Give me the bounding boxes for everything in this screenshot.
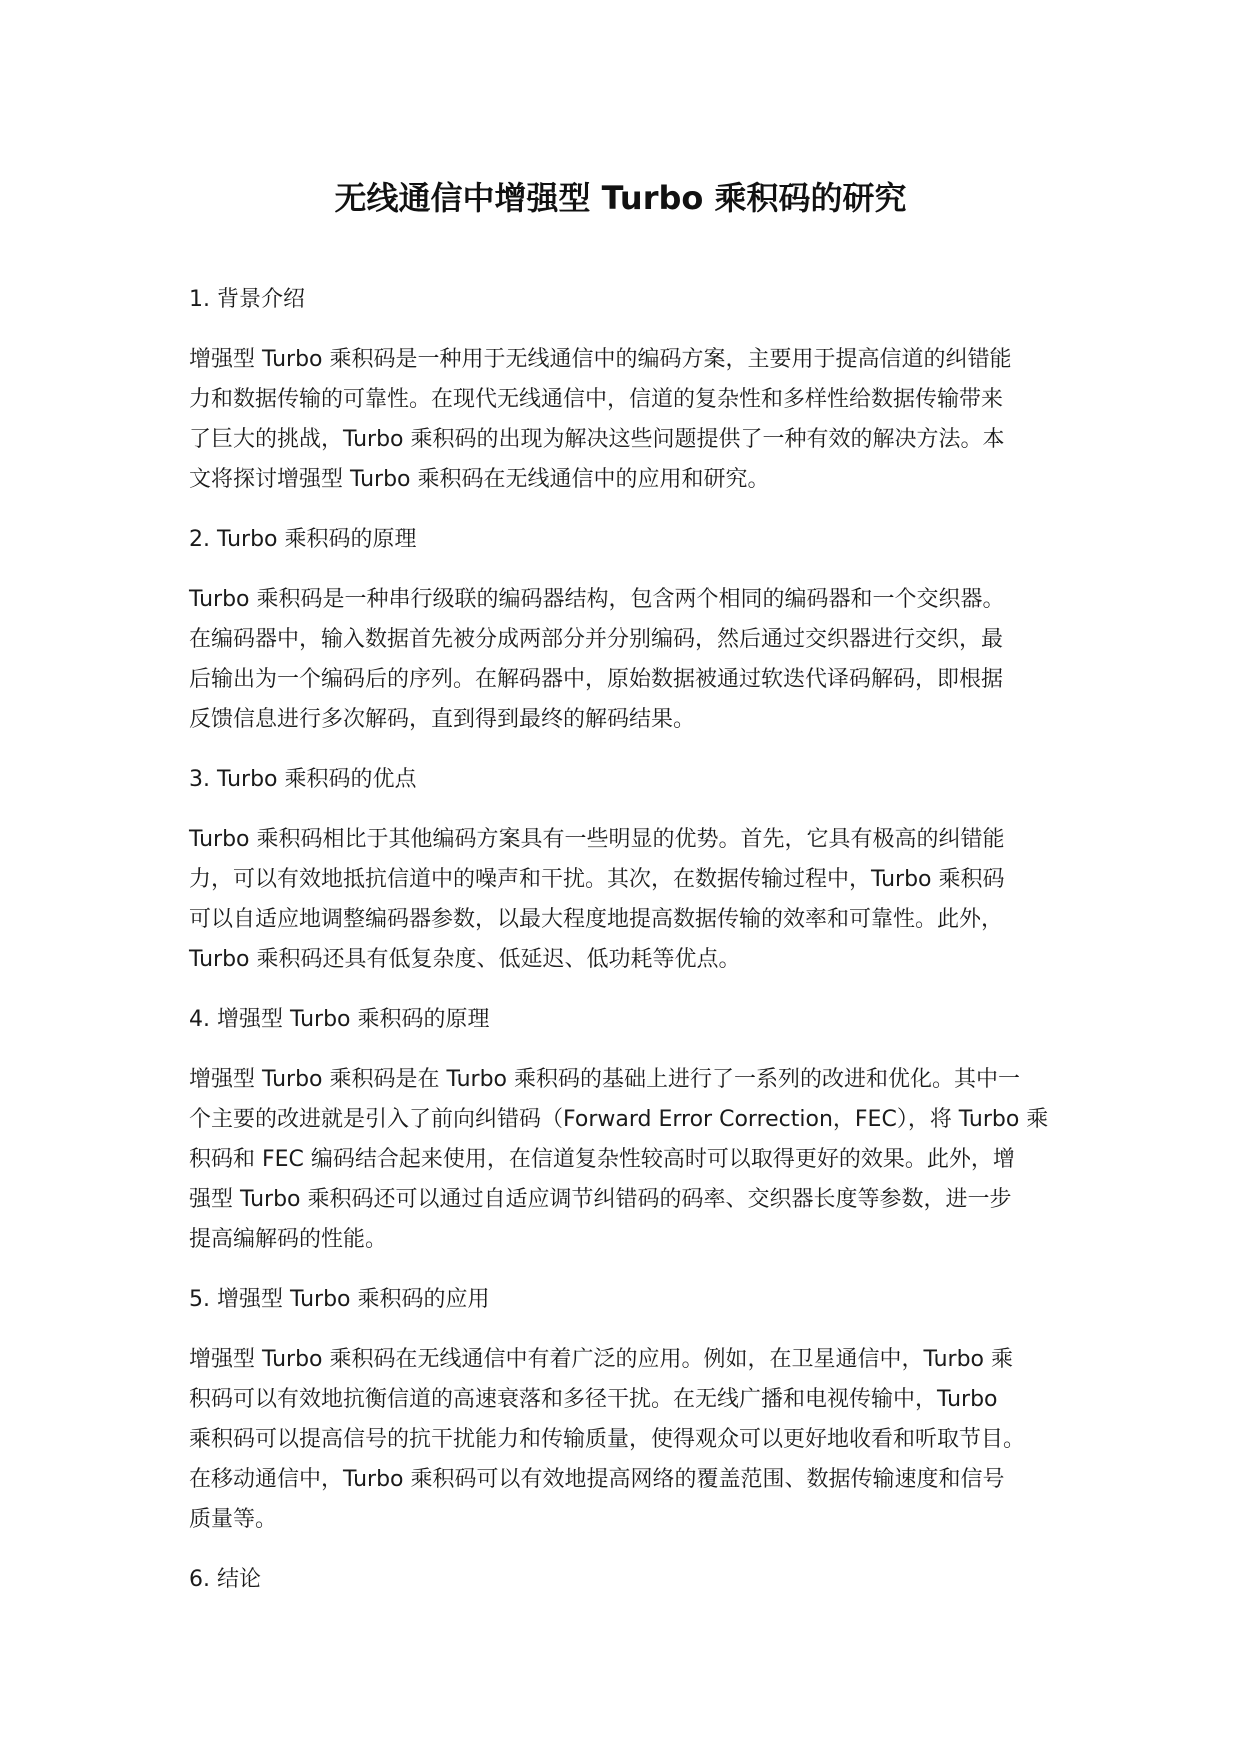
section-paragraph [189, 340, 1069, 500]
section-applications [189, 1280, 1069, 1540]
section-heading: 1. 背景介绍 [189, 287, 305, 312]
paragraph-line: 乘积码可以提高信号的抗干扰能力和传输质量，使得观众可以更好地收看和听取节目。 [189, 1427, 1026, 1452]
section-heading: 5. 增强型 Turbo 乘积码的应用 [189, 1287, 490, 1312]
paragraph-line: 增强型 Turbo 乘积码是在 Turbo 乘积码的基础上进行了一系列的改进和优化。其中一 [189, 1067, 1020, 1092]
paragraph-line: Turbo 乘积码是一种串行级联的编码器结构，包含两个相同的编码器和一个交织器。 [189, 587, 1005, 612]
section-heading: 3. Turbo 乘积码的优点 [189, 767, 417, 792]
paragraph-line: 可以自适应地调整编码器参数，以最大程度地提高数据传输的效率和可靠性。此外， [189, 907, 1004, 932]
paragraph-line: 增强型 Turbo 乘积码是一种用于无线通信中的编码方案，主要用于提高信道的纠错能 [189, 347, 1012, 372]
section-conclusion [189, 1560, 1069, 1600]
section-paragraph [189, 1060, 1069, 1260]
paragraph-line: 反馈信息进行多次解码，直到得到最终的解码结果。 [189, 707, 696, 732]
paragraph-line: 文将探讨增强型 Turbo 乘积码在无线通信中的应用和研究。 [189, 467, 770, 492]
paragraph-line: 积码和 FEC 编码结合起来使用，在信道复杂性较高时可以取得更好的效果。此外，增 [189, 1147, 1015, 1172]
paragraph-line: 提高编解码的性能。 [189, 1227, 388, 1252]
section-heading: 6. 结论 [189, 1567, 261, 1592]
paragraph-line: Turbo 乘积码相比于其他编码方案具有一些明显的优势。首先，它具有极高的纠错能 [189, 827, 1005, 852]
paragraph-line: 质量等。 [189, 1507, 278, 1532]
section-advantages [189, 760, 1069, 980]
section-background [189, 280, 1069, 500]
paragraph-line: 强型 Turbo 乘积码还可以通过自适应调节纠错码的码率、交织器长度等参数，进一步 [189, 1187, 1012, 1212]
document-body [189, 280, 1069, 1620]
paragraph-line: 了巨大的挑战，Turbo 乘积码的出现为解决这些问题提供了一种有效的解决方法。本 [189, 427, 1005, 452]
paragraph-line: 在移动通信中，Turbo 乘积码可以有效地提高网络的覆盖范围、数据传输速度和信号 [189, 1467, 1005, 1492]
section-principle [189, 520, 1069, 740]
paragraph-line: 力，可以有效地抵抗信道中的噪声和干扰。其次，在数据传输过程中，Turbo 乘积码 [189, 867, 1005, 892]
paragraph-line: 在编码器中，输入数据首先被分成两部分并分别编码，然后通过交织器进行交织，最 [189, 627, 1004, 652]
section-heading: 4. 增强型 Turbo 乘积码的原理 [189, 1007, 490, 1032]
section-enhanced-principle [189, 1000, 1069, 1260]
section-paragraph [189, 580, 1069, 740]
paragraph-line: 力和数据传输的可靠性。在现代无线通信中，信道的复杂性和多样性给数据传输带来 [189, 387, 1004, 412]
paragraph-line: 后输出为一个编码后的序列。在解码器中，原始数据被通过软迭代译码解码，即根据 [189, 667, 1004, 692]
paragraph-line: Turbo 乘积码还具有低复杂度、低延迟、低功耗等优点。 [189, 947, 741, 972]
section-heading: 2. Turbo 乘积码的原理 [189, 527, 417, 552]
section-paragraph [189, 820, 1069, 980]
paragraph-line: 增强型 Turbo 乘积码在无线通信中有着广泛的应用。例如，在卫星通信中，Turbo 乘 [189, 1347, 1014, 1372]
paragraph-line: 个主要的改进就是引入了前向纠错码（Forward Error Correction，FEC），将 Turbo 乘 [189, 1107, 1049, 1132]
paragraph-line: 积码可以有效地抗衡信道的高速衰落和多径干扰。在无线广播和电视传输中，Turbo [189, 1387, 998, 1412]
document-title: 无线通信中增强型 Turbo 乘积码的研究 [334, 179, 907, 217]
section-paragraph [189, 1340, 1069, 1540]
